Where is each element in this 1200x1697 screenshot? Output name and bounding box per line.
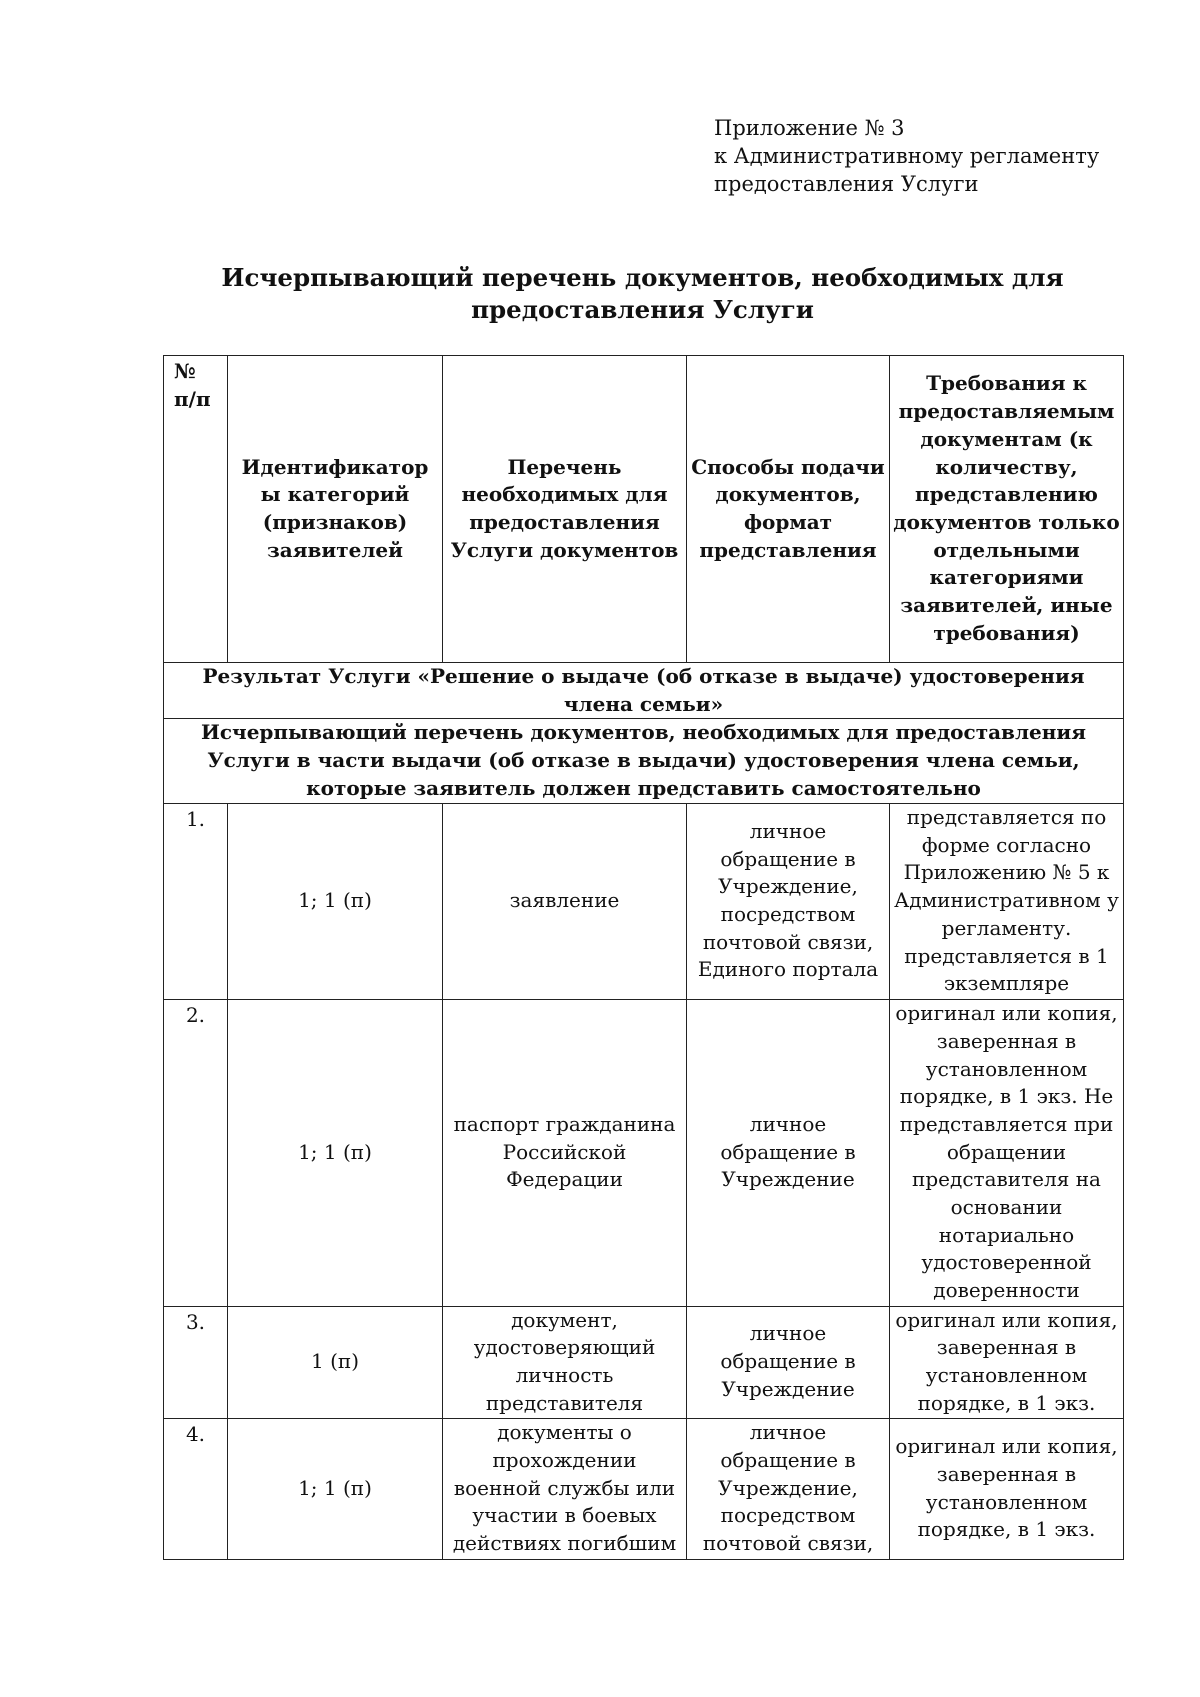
appendix-note xyxy=(714,114,1184,198)
row-document: документ, удостоверяющий личность представителя xyxy=(443,1306,687,1418)
table-row xyxy=(164,999,1124,1306)
header-identifiers: Идентификатор ы категорий (признаков) заявителей xyxy=(228,356,443,663)
row-identifiers: 1; 1 (п) xyxy=(228,803,443,999)
row-requirements: представляется по форме согласно Приложению № 5 к Административном у регламенту. представляется в 1 экземпляре xyxy=(890,803,1124,999)
row-num: 4. xyxy=(164,1418,228,1559)
header-row xyxy=(164,356,1124,663)
header-documents: Перечень необходимых для предоставления Услуги документов xyxy=(443,356,687,663)
document-title-line-1: Исчерпывающий перечень документов, необходимых для xyxy=(221,263,1064,292)
section-result: Результат Услуги «Решение о выдаче (об отказе в выдаче) удостоверения члена семьи» xyxy=(164,663,1124,719)
row-requirements: оригинал или копия, заверенная в установленном порядке, в 1 экз. xyxy=(890,1418,1124,1559)
table-row xyxy=(164,803,1124,999)
row-num: 2. xyxy=(164,999,228,1306)
row-document: заявление xyxy=(443,803,687,999)
section-list: Исчерпывающий перечень документов, необходимых для предоставления Услуги в части выдачи (об отказе в выдачи) удостоверения члена семьи, которые заявитель должен представить самостоятельно xyxy=(164,719,1124,803)
row-method: личное обращение в Учреждение xyxy=(687,1306,890,1418)
table-row xyxy=(164,1418,1124,1559)
documents-table xyxy=(163,355,1124,1560)
table-row xyxy=(164,1306,1124,1418)
appendix-line-2: к Административному регламенту xyxy=(714,144,1100,168)
row-method: личное обращение в Учреждение, посредством почтовой связи, xyxy=(687,1418,890,1559)
row-method: личное обращение в Учреждение xyxy=(687,999,890,1306)
row-document: документы о прохождении военной службы или участии в боевых действиях погибшим xyxy=(443,1418,687,1559)
appendix-line-3: предоставления Услуги xyxy=(714,172,979,196)
header-requirements: Требования к предоставляемым документам (к количеству, представлению документов только отдельными категориями заявителей, иные требования) xyxy=(890,356,1124,663)
document-title-line-2: предоставления Услуги xyxy=(471,295,814,324)
row-requirements: оригинал или копия, заверенная в установленном порядке, в 1 экз. Не представляется при обращении представителя на основании нотариально удостоверенной доверенности xyxy=(890,999,1124,1306)
header-methods: Способы подачи документов, формат представления xyxy=(687,356,890,663)
section-row-list xyxy=(164,719,1124,803)
row-identifiers: 1; 1 (п) xyxy=(228,1418,443,1559)
table-header xyxy=(164,356,1124,663)
row-identifiers: 1; 1 (п) xyxy=(228,999,443,1306)
row-num: 3. xyxy=(164,1306,228,1418)
row-identifiers: 1 (п) xyxy=(228,1306,443,1418)
row-requirements: оригинал или копия, заверенная в установленном порядке, в 1 экз. xyxy=(890,1306,1124,1418)
row-num: 1. xyxy=(164,803,228,999)
appendix-line-1: Приложение № 3 xyxy=(714,116,905,140)
section-row-result xyxy=(164,663,1124,719)
document-title xyxy=(160,262,1125,326)
row-method: личное обращение в Учреждение, посредством почтовой связи, Единого портала xyxy=(687,803,890,999)
header-num: № п/п xyxy=(164,356,228,663)
row-document: паспорт гражданина Российской Федерации xyxy=(443,999,687,1306)
